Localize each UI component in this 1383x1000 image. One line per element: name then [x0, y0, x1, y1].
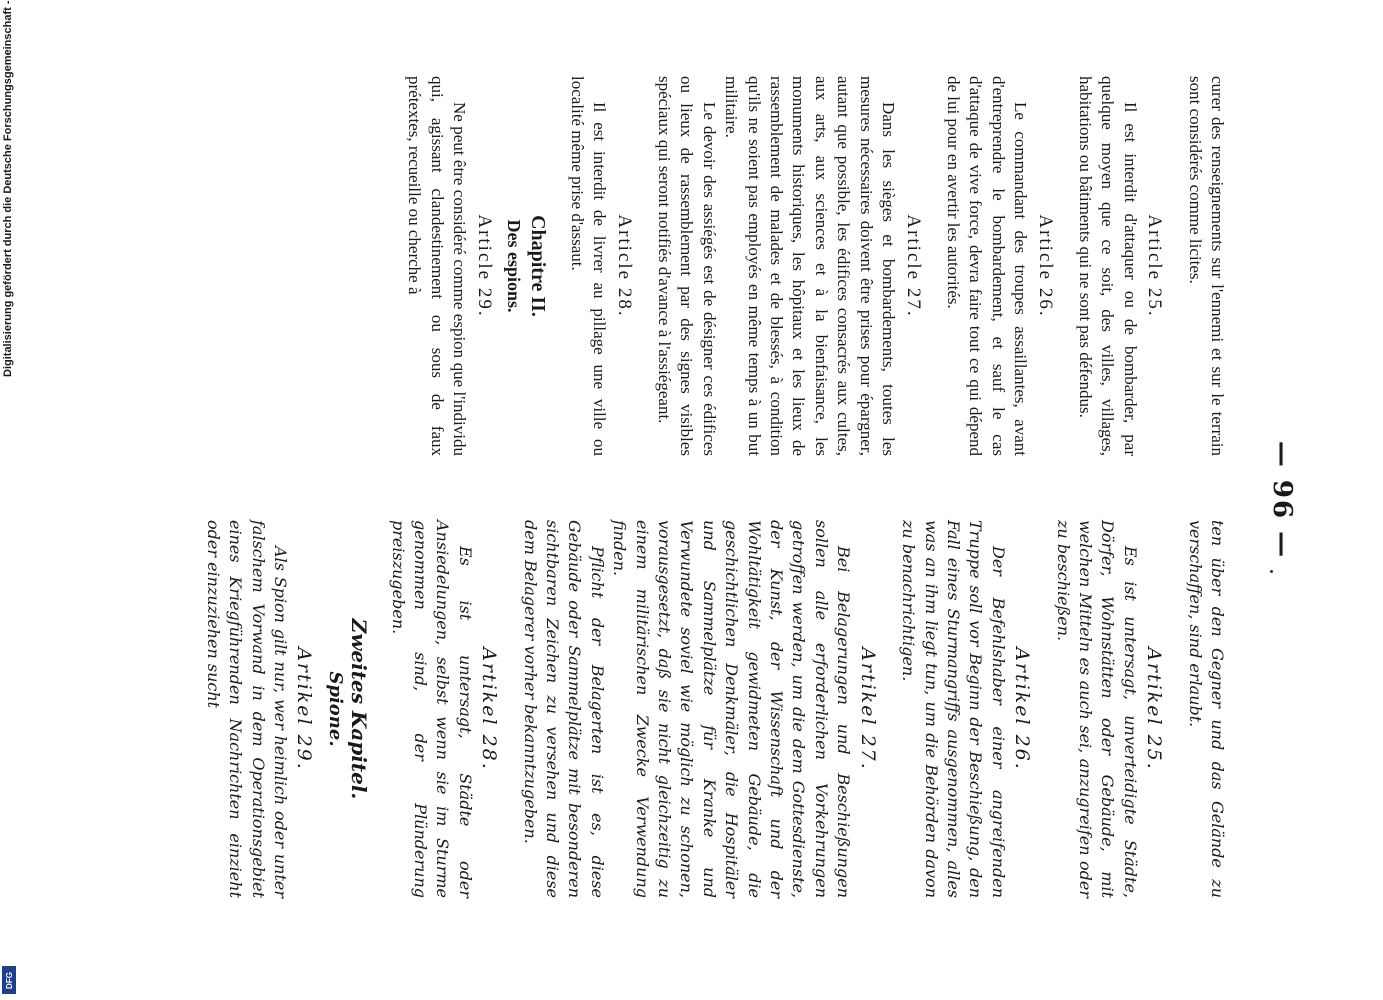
french-article-27-heading: Article 27. [902, 214, 924, 318]
french-article-25-text: Il est interdit d'attaquer ou de bombarder, par quelque moyen que ce soit, des villes, villages, habitations ou bâtiments qui ne sont pas défendus. [1075, 76, 1140, 456]
french-chapter-heading: Chapitre II. [527, 215, 550, 317]
french-article-28-heading: Article 28. [613, 214, 635, 318]
german-article-26-heading: Artikel 26. [1011, 647, 1034, 771]
french-article-27-para-1: Dans les sièges et bombardements, toutes les mesures nécessaires doivent être prises pour épargner, autant que possible, les édifices consacrés aux cultes, aux arts, aux sciences et à la bienfaisance, les monuments historiques, les hôpitaux et les lieux de rassemblement de malades et de blessés, à condition qu'ils ne soient pas employés en même temps à un but militaire. [722, 76, 899, 456]
french-intro-continuation: curer des renseignements sur l'ennemi et sur le terrain sont considérés comme licites. [1185, 76, 1227, 456]
german-article-28-text: Es ist untersagt, Städte oder Ansiedelungen, selbst wenn sie im Sturme genommen sind, der Plünderung preiszugeben. [388, 520, 475, 898]
german-article-29-text: Als Spion gilt nur, wer heimlich oder unter falschem Vorwand in dem Operationsgebiet eines Kriegführenden Nachrichten einzieht oder einzuziehen sucht [203, 520, 290, 898]
french-article-26-heading: Article 26. [1034, 214, 1056, 318]
german-article-26-text: Der Befehlshaber einer angreifenden Truppe soll vor Beginn der Beschießung, den Fall eines Sturmangriffs ausgenommen, alles was an ihm liegt tun, um die Behörden davon zu benachrichtigen. [899, 520, 1008, 898]
german-column [201, 520, 1228, 898]
german-chapter-subtitle: Spione. [324, 671, 346, 747]
german-article-28-heading: Artikel 28. [478, 647, 501, 771]
french-article-27-para-2: Le devoir des assiégés est de désigner ces édifices ou lieux de rassemblement par des signes visibles spéciaux qui seront notifiés d'avance à l'assiégeant. [655, 76, 719, 456]
german-intro-continuation: ten über den Gegner und das Gelände zu verschaffen, sind erlaubt. [1185, 520, 1227, 898]
french-article-26-text: Le commandant des troupes assaillantes, avant d'entreprendre le bombardement, et sauf le cas d'attaque de vive force, devra faire tout ce qui dépend de lui pour en avertir les autorités. [943, 76, 1031, 456]
german-article-27-para-2: Pflicht der Belagerten ist es, diese Gebäude oder Sammelplätze mit besonderen sichtbaren Zeichen zu versehen und diese dem Belagerer vorher bekanntzugeben. [520, 520, 607, 898]
french-article-25-heading: Article 25. [1144, 214, 1166, 318]
french-chapter-subtitle: Des espions. [504, 219, 525, 313]
german-chapter-heading: Zweites Kapitel. [347, 618, 372, 800]
digitization-credit: Digitalisierung gefördert durch die Deutsche Forschungsgemeinschaft - [2, 0, 14, 377]
french-article-28-text: Il est interdit de livrer au pillage une ville ou localité même prise d'assaut. [567, 76, 610, 456]
german-article-25-heading: Artikel 25. [1143, 647, 1166, 771]
german-article-25-text: Es ist untersagt, unverteidigte Städte, Dörfer, Wohnstätten oder Gebäude, mit welchen Mitteln es auch sei, anzugreifen oder zu beschießen. [1053, 520, 1140, 898]
french-article-29-text: Ne peut être considéré comme espion que l'individu qui, agissant clandestinement ou sous de faux prétextes, recueille ou cherche à [405, 76, 470, 456]
french-article-29-heading: Article 29. [473, 214, 495, 318]
dfg-logo: DFG [2, 966, 16, 994]
page-number: — 96 — [1267, 440, 1297, 560]
german-article-27-para-1: Bei Belagerungen und Beschießungen sollen alle erforderlichen Vorkehrungen getroffen werden, um die dem Gottesdienste, der Kunst, der Wissenschaft und der Wohltätigkeit gewidmeten Gebäude, die geschichtlichen Denkmäler, die Hospitäler und Sammelplätze für Kranke und Verwundete soviel wie möglich zu schonen, vorausgesetzt, daß sie nicht gleichzeitig zu einem militärischen Zwecke Verwendung finden. [610, 520, 854, 898]
german-article-29-heading: Artikel 29. [293, 647, 316, 771]
french-column [403, 76, 1228, 456]
german-article-27-heading: Artikel 27. [856, 647, 879, 771]
